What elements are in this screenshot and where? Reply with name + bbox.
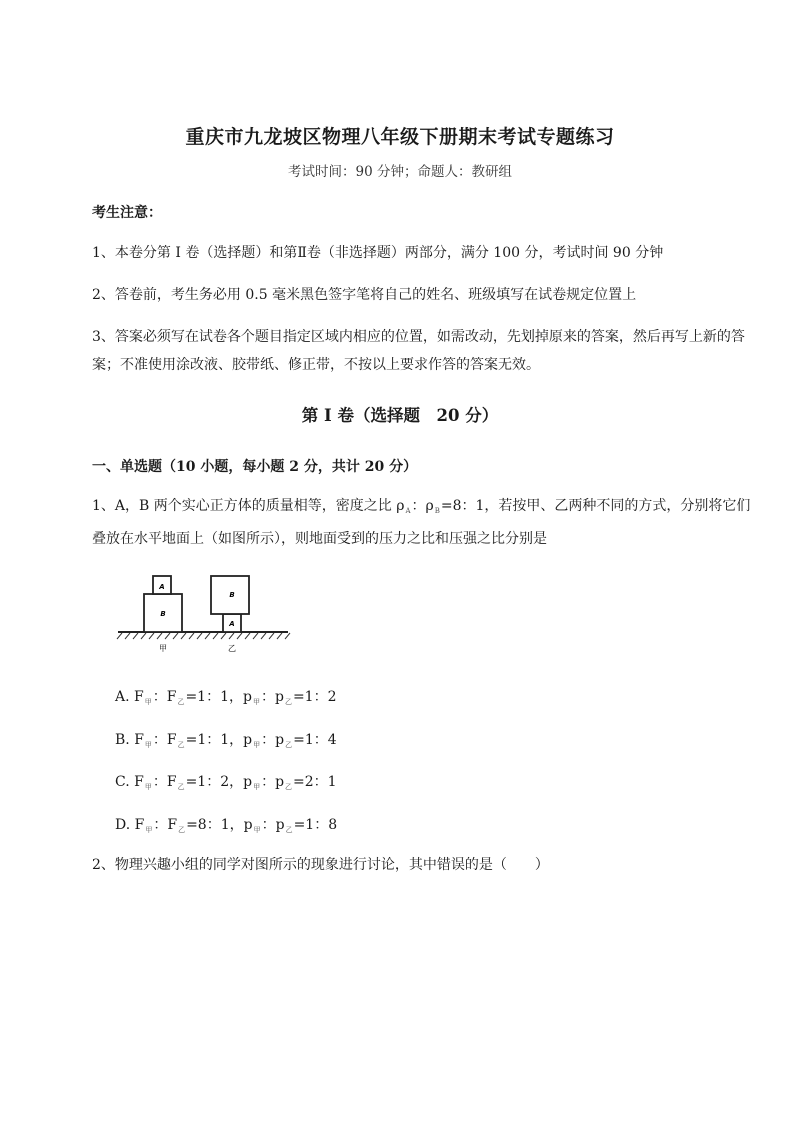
page-title: 重庆市九龙坡区物理八年级下册期末考试专题练习 [185, 126, 615, 148]
question-1-figure [116, 570, 296, 660]
option-a[interactable]: A. $F_甲$：$F_乙=1$：1，$p_甲$：$p_乙=1$：2 [115, 689, 337, 706]
yi-block-b-label: B [229, 591, 235, 599]
label-jia: 甲 [159, 644, 167, 653]
notice-item-2: 2、答卷前，考生务必用 0.5 毫米黑色签字笔将自己的姓名、班级填写在试卷规定位置上 [92, 287, 637, 303]
notice-heading: 考生注意： [92, 205, 162, 221]
notice-item-1: 1、本卷分第 I 卷（选择题）和第Ⅱ卷（非选择题）两部分，满分 100 分，考试时间 90 分钟 [92, 245, 664, 261]
section-title: 第 I 卷（选择题 20 分） [301, 406, 499, 425]
label-yi: 乙 [228, 644, 236, 653]
option-d[interactable]: D. $F_甲$：$F_乙=8$：1，$p_甲$：$p_乙=1$：8 [115, 817, 338, 834]
jia-block-b-label: B [160, 610, 166, 618]
question-group-heading: 一、单选题（10 小题，每小题 2 分，共计 20 分） [92, 459, 418, 475]
jia-block-a-label: A [159, 583, 165, 591]
notice-item-3: 3、答案必须写在试卷各个题目指定区域内相应的位置，如需改动，先划掉原来的答案，然后再写上新的答案；不准使用涂改液、胶带纸、修正带，不按以上要求作答的答案无效。 [92, 329, 745, 373]
exam-info: 考试时间：90 分钟；命题人：教研组 [288, 164, 512, 180]
option-b[interactable]: B. $F_甲$：$F_乙=1$：1，$p_甲$：$p_乙=1$：4 [115, 732, 337, 749]
option-c[interactable]: C. $F_甲$：$F_乙=1$：2，$p_甲$：$p_乙=2$：1 [115, 774, 337, 791]
question-2-stem: 2、物理兴趣小组的同学对图所示的现象进行讨论，其中错误的是（ ） [92, 857, 549, 873]
yi-block-a-label: A [229, 620, 235, 628]
question-1-stem: 1、A，B 两个实心正方体的质量相等，密度之比 $\rho_A$：$\rho_B=8$：1，若按甲、乙两种不同的方式，分别将它们叠放在水平地面上（如图所示），则地面受到的压力之比和压强之比分别是 [92, 498, 751, 547]
